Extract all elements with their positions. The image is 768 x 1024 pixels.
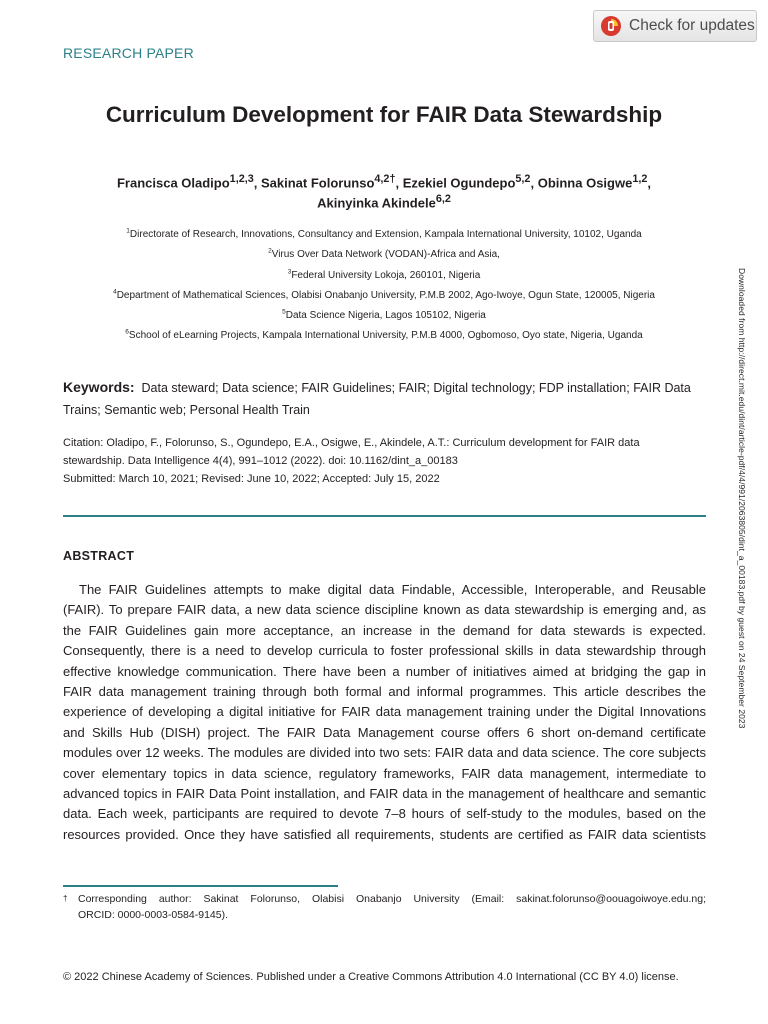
check-for-updates-badge[interactable] (593, 10, 757, 42)
author-affiliation-marker: 4,2† (374, 173, 396, 185)
affiliation-item (0, 245, 768, 265)
abstract-line: experience of developing a digital initiative for FAIR data management training under the Digital Innovations (63, 704, 706, 720)
check-for-updates-label: Check for updates (629, 17, 755, 34)
author-affiliation-marker: 1,2 (632, 173, 648, 185)
abstract-line: the FAIR Guidelines gain more acceptance, an increase in the demand for data stewards is expected. (63, 622, 706, 638)
abstract-line: (FAIR). To prepare FAIR data, a new data science discipline known as data stewardship is emerging and, as (63, 602, 706, 618)
author-separator: , (253, 175, 261, 191)
author-name: Francisca Oladipo (116, 175, 230, 191)
abstract-heading: ABSTRACT (63, 549, 135, 563)
crossmark-icon (600, 15, 622, 37)
affiliation-marker: 1 (126, 227, 130, 235)
affiliation-marker: 3 (287, 268, 292, 276)
abstract-line: cover elementary topics in data science, regulatory frameworks, FAIR data management, intermediate to (63, 765, 706, 781)
author-separator: , (530, 175, 538, 191)
abstract-line: effective knowledge communication. There have been a number of initiatives aimed at bridging the gap in (63, 663, 706, 679)
abstract-line: resources provided. Once they have satisfied all requirements, students are certified as FAIR data scientists (63, 826, 706, 842)
keywords-label: Keywords: (63, 379, 135, 395)
author-separator: , (647, 175, 652, 191)
submission-dates: Submitted: March 10, 2021; Revised: June 10, 2022; Accepted: July 15, 2022 (63, 473, 440, 485)
author-name: Akinyinka Akindele (317, 195, 436, 211)
affiliation-text: Federal University Lokoja, 260101, Nigeria (291, 269, 481, 281)
citation-line: stewardship. Data Intelligence 4(4), 991–1012 (2022). doi: 10.1162/dint_a_00183 (63, 455, 458, 467)
affiliation-text: Directorate of Research, Innovations, Consultancy and Extension, Kampala International University, 10102, Uganda (129, 229, 642, 240)
abstract-line: Consequently, there is a need to develop curricula to foster professional skills in data stewardship through (63, 643, 706, 659)
download-watermark: Downloaded from http://direct.mit.edu/dint/article-pdf/4/4/991/2063805/dint_a_00183.pdf by guest on 24 September 2023 (737, 268, 747, 729)
keywords-text: Data steward; Data science; FAIR Guidelines; FAIR; Digital technology; FDP installation; FAIR Data Trains; Semantic web; Personal Health Train (63, 381, 691, 417)
paper-title: Curriculum Development for FAIR Data Stewardship (105, 102, 663, 127)
affiliation-text: Data Science Nigeria, Lagos 105102, Nigeria (285, 310, 486, 322)
abstract-body (63, 580, 706, 845)
footnote-divider (63, 885, 338, 887)
author-name: Obinna Osigwe (537, 175, 633, 191)
abstract-line: and Skills Hub (DISH) project. The FAIR Data Management course offers 6 short on-demand certificate (63, 724, 706, 740)
section-divider (63, 515, 706, 517)
footnote-line: Corresponding author: Sakinat Folorunso, Olabisi Onabanjo University (Email: sakinat.folorunso@oouagoiwoye.edu.ng; (78, 893, 706, 905)
affiliation-item (0, 286, 768, 306)
affiliation-item (0, 225, 768, 245)
keywords (63, 376, 706, 421)
affiliation-marker: 2 (268, 247, 272, 255)
author-affiliation-marker: 5,2 (515, 173, 531, 185)
affiliation-item (0, 326, 768, 346)
footnote (63, 891, 706, 923)
author-affiliation-marker: 1,2,3 (229, 173, 254, 185)
copyright-notice: © 2022 Chinese Academy of Sciences. Published under a Creative Commons Attribution 4.0 International (CC BY 4.0) license. (63, 971, 679, 983)
author-list (80, 171, 688, 212)
author-separator: , (395, 175, 403, 191)
abstract-line: The FAIR Guidelines attempts to make digital data Findable, Accessible, Interoperable, and Reusable (79, 582, 706, 597)
citation-block (63, 434, 706, 488)
affiliation-item (0, 266, 768, 286)
affiliation-text: School of eLearning Projects, Kampala International University, P.M.B 4000, Ogbomoso, Oyo state, Nigeria, Uganda (128, 330, 643, 342)
abstract-line: advanced topics in FAIR Data Point installation, and FAIR data in the management of healthcare and semantic (63, 786, 706, 802)
footnote-marker: † (63, 894, 68, 903)
author-name: Ezekiel Ogundepo (402, 175, 516, 191)
section-label: RESEARCH PAPER (63, 45, 194, 61)
affiliation-item (0, 306, 768, 326)
affiliation-text: Virus Over Data Network (VODAN)-Africa and Asia, (271, 249, 500, 261)
abstract-line: modules over 12 weeks. The modules are divided into two sets: FAIR data and data science. The core subjects (63, 745, 706, 761)
abstract-line: FAIR data management training through both formal and informal programmes. This article describes the (63, 684, 706, 700)
author-name: Sakinat Folorunso (261, 175, 375, 191)
affiliation-text: Department of Mathematical Sciences, Olabisi Onabanjo University, P.M.B 2002, Ago-Iwoye, Ogun State, 120005, Nigeria (116, 289, 655, 301)
author-affiliation-marker: 6,2 (435, 193, 451, 206)
affiliation-marker: 4 (113, 288, 117, 296)
affiliation-marker: 5 (282, 308, 286, 316)
citation-line: Citation: Oladipo, F., Folorunso, S., Ogundepo, E.A., Osigwe, E., Akindele, A.T.: Curriculum development for FAIR data (63, 437, 640, 449)
footnote-line: ORCID: 0000-0003-0584-9145). (78, 909, 229, 921)
abstract-line: data. Each week, participants are required to devote 7–8 hours of self-study to the modules, based on the (63, 806, 706, 822)
affiliation-marker: 6 (125, 329, 129, 337)
footnote-text (63, 891, 706, 923)
affiliation-list (0, 225, 768, 347)
